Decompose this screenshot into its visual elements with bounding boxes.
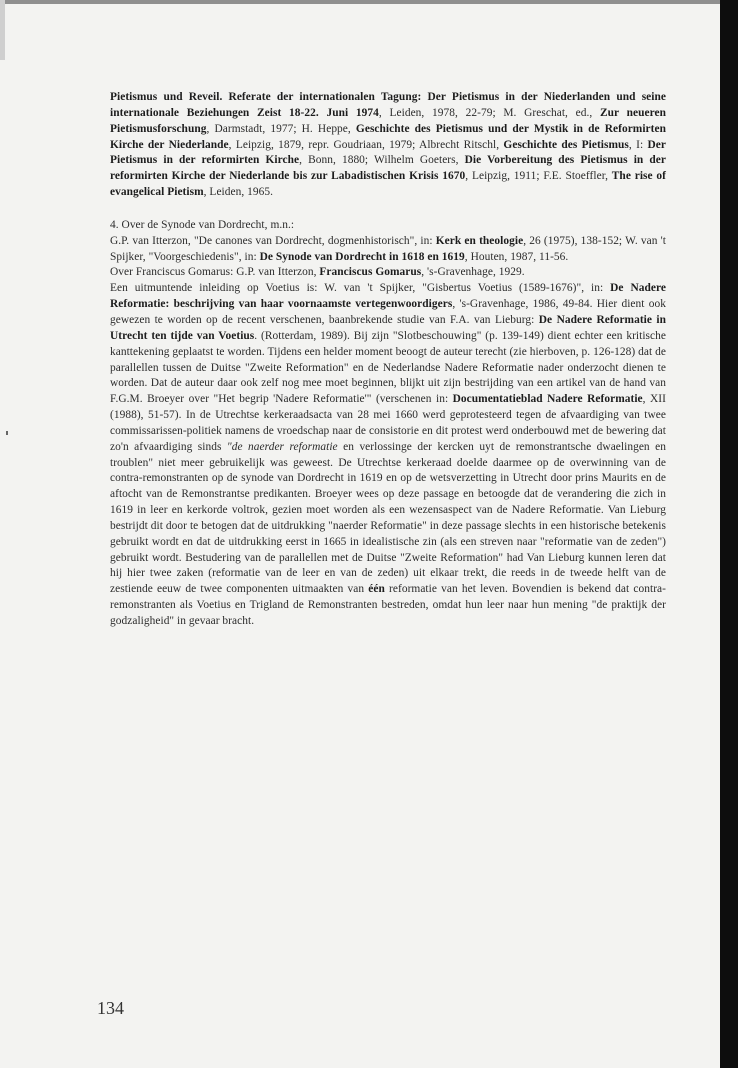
bold-title-run: De Nadere Reformatie: beschrijving van haar voornaamste vertegenwoordigers (110, 282, 666, 311)
text-run: , Darmstadt, 1977; H. Heppe, (206, 122, 356, 135)
text-run: G.P. van Itterzon, "De canones van Dordrecht, dogmenhistorisch", in: (110, 234, 436, 247)
text-run: , Bonn, 1880; Wilhelm Goeters, (299, 154, 465, 167)
bibliography-paragraph-pietism (110, 90, 666, 201)
bold-title-run: Kerk en theologie (435, 234, 524, 247)
text-run: , Leiden, 1978, 22-79; M. Greschat, ed., (378, 106, 600, 119)
italic-quote-run: "de naerder reformatie (226, 440, 338, 453)
text-run: , XII (1988), 51-57). In de Utrechtse kerkeraadsacta van 28 mei 1660 werd geprotesteerd tegen de afvaardiging van twee commissarissen-politiek namens de vroedschap naar de consistorie en dit protest werd onderbouwd met de bewering dat zo'n afvaardiging sinds (110, 393, 666, 453)
bold-title-run: The rise of evangelical Pietism (110, 170, 667, 199)
bold-title-run: De Nadere Reformatie in Utrecht ten tijde van Voetius (110, 313, 667, 342)
bold-title-run: Franciscus Gomarus (319, 266, 422, 279)
text-run: Over Franciscus Gomarus: G.P. van Itterzon, (110, 266, 320, 279)
paragraph-gap (110, 201, 666, 218)
text-run: , 's-Gravenhage, 1986, 49-84. Hier dient ook gewezen te worden op de recent verschenen, baanbrekende studie van F.A. van Lieburg: (110, 298, 666, 326)
bold-title-run: Documentatieblad Nadere Reformatie (452, 393, 643, 406)
bibliography-paragraph-gomarus (110, 265, 666, 281)
text-run: , Houten, 1987, 11-56. (464, 250, 569, 263)
bold-title-run: Geschichte des Pietismus und der Mystik in de Reformirten Kirche der Niederlande (110, 122, 666, 151)
page-text (110, 90, 666, 630)
bold-title-run: Pietismus und Reveil. Referate der internationalen Tagung: Der Pietismus in der Niederlanden und seine internationale Beziehungen Zeist 18-22. Juni 1974 (110, 91, 666, 119)
text-run: Een uitmuntende inleiding op Voetius is: W. van 't Spijker, "Gisbertus Voetius (1589-1676)", in: (110, 282, 611, 295)
text-run: , Leipzig, 1879, repr. Goudriaan, 1979; Albrecht Ritschl, (228, 138, 504, 151)
text-run: , I: (628, 138, 648, 151)
scan-border-top (0, 0, 738, 4)
scan-border-right (720, 0, 738, 1068)
bold-title-run: Zur neueren Pietismusforschung (110, 106, 667, 135)
bold-title-run: één (368, 583, 385, 596)
text-run: , 26 (1975), 138-152; W. van 't Spijker, "Voorgeschiedenis", in: (110, 234, 666, 263)
page-number: 134 (97, 998, 124, 1018)
scan-speck (6, 431, 8, 435)
bold-title-run: De Synode van Dordrecht in 1618 en 1619 (259, 250, 465, 263)
bibliography-paragraph-voetius (110, 281, 666, 630)
section-heading: 4. Over de Synode van Dordrecht, m.n.: (110, 218, 295, 231)
bold-title-run: Geschichte des Pietismus (503, 138, 629, 151)
text-run: , Leiden, 1965. (203, 186, 274, 199)
text-run: reformatie van het leven. Bovendien is bekend dat contra-remonstranten als Voetius en Trigland de Remonstranten bestreden, omdat hun leer naar hun mening "de praktijk der godzaligheid" in gevaar bracht. (110, 583, 666, 627)
bold-title-run: Die Vorbereitung des Pietismus in der reformirten Kirche der Niederlande bis zur Labadistischen Krisis 1670 (110, 154, 666, 183)
text-run: , 's-Gravenhage, 1929. (421, 266, 525, 279)
text-run: , Leipzig, 1911; F.E. Stoeffler, (465, 170, 612, 183)
bibliography-paragraph-synod (110, 234, 666, 266)
bold-title-run: Der Pietismus in der reformirten Kirche (110, 138, 666, 167)
scan-shadow-left (0, 0, 5, 60)
text-run: . (Rotterdam, 1989). Bij zijn "Slotbeschouwing" (p. 139-149) dient echter een kritische kanttekening geplaatst te worden. Tijdens een helder moment beoogt de auteur terecht (zie hierboven, p. 126-128) dat de parallellen tussen de Duitse "Zweite Reformation" en de Nederlandse Nadere Reformatie nader onderzocht dienen te worden. Dat de auteur daar ook zelf nog mee moet beginnen, blijkt uit zijn bestrijding van een artikel van de hand van F.G.M. Broeyer over "Het begrip 'Nadere Reformatie'" (verschenen in: (110, 329, 666, 406)
text-run: en verlossinge der kercken uyt de remonstrantsche dwaelingen en troublen" niet meer gebruikelijk was geweest. De Utrechtse kerkeraad doelde daarmee op de overwinning van de contra-remonstranten op de synode van Dordrecht in 1619 en op de wetsverzetting in Utrecht door prins Maurits en de aftocht van de Remonstrantse predikanten. Broeyer wees op deze passage en betoogde dat de verandering die zich in 1619 in leer en kerkorde voltrok, gezien moet worden als een wezensaspect van de Nadere Reformatie. Van Lieburg bestrijdt dit door te betogen dat de uitdrukking "naerder Reformatie" in deze passage slechts in een historische betekenis gebruikt wordt en dat de uitdrukking eerst in 1665 in idealistische zin (als een streven naar "reformatie van de zeden") gebruikt wordt. Bestudering van de parallellen met de Duitse "Zweite Reformation" had Van Lieburg kunnen leren dat hij hier twee zaken (reformatie van de leer en van de zeden) uit elkaar trekt, die reeds in de tweede helft van de zestiende eeuw de twee componenten uitmaakten van (110, 440, 666, 596)
